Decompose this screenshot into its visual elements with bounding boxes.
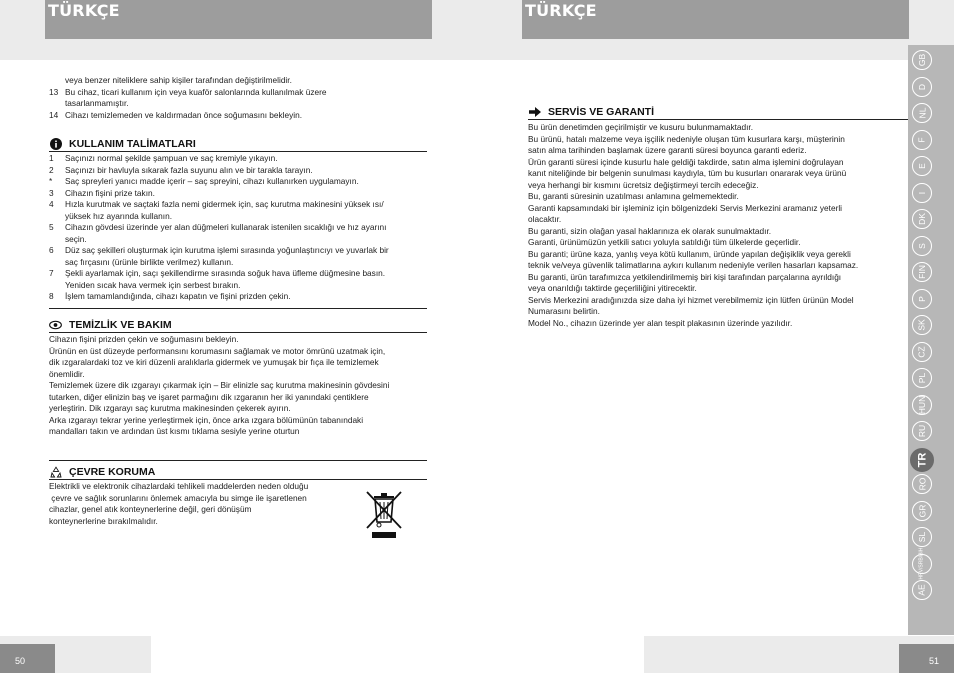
page-header-title: TÜRKÇE: [48, 1, 120, 20]
usage-list: [49, 153, 429, 303]
weee-crossed-bin-icon: [364, 490, 404, 540]
text-line: veya herhangi bir kısmını ücretsiz değiştirmeyi tercih edeceğiz.: [528, 179, 759, 190]
page-number: 51: [929, 656, 940, 666]
list-item-number: [49, 75, 65, 87]
right-page: [477, 0, 954, 673]
page-number-box: [0, 644, 55, 673]
list-item: [49, 176, 429, 188]
list-item: [49, 257, 429, 269]
text-line: Bu ürün denetimden geçirilmiştir ve kusuru bulunmamaktadır.: [528, 122, 754, 132]
language-tab-label: AE: [917, 584, 927, 596]
text-line: olacaktır.: [528, 214, 562, 224]
list-item-text: Cihazı temizlemeden ve kaldırmadan önce soğumasını bekleyin.: [65, 109, 303, 120]
list-item-text: Cihazın gövdesi üzerinde yer alan düğmeleri kullanarak istenilen sıcaklığı ve hız ayarını: [65, 222, 387, 232]
list-item-number: *: [49, 176, 53, 186]
list-item-text: seçin.: [65, 233, 87, 244]
cleaning-text: [49, 334, 431, 438]
eye-icon: [49, 318, 62, 331]
service-section-title: SERVİS VE GARANTİ: [548, 105, 654, 118]
text-line: cihazlar, genel atık konteynerlerine değil, geri dönüşüm: [49, 504, 252, 514]
list-item-text: Saçınızı bir havluyla sıkarak fazla suyunu alın ve bir tarakla tarayın.: [65, 164, 313, 175]
language-tab-sl[interactable]: [912, 527, 932, 547]
list-item-number: [49, 211, 65, 223]
page-header-title: TÜRKÇE: [525, 1, 597, 20]
list-item-number: 3: [49, 187, 54, 198]
list-item: [49, 75, 429, 87]
list-item: [49, 222, 429, 234]
list-item-number: 4: [49, 199, 54, 209]
language-tab-label: NL: [917, 107, 927, 119]
text-line: Ürünün en üst düzeyde performansını korumasını sağlamak ve motor ömrünü uzatmak için,: [49, 345, 386, 356]
text-line: Bu garanti, sizin olağan yasal haklarınıza ek olarak sunulmaktadır.: [528, 225, 772, 236]
section-divider: [49, 460, 427, 461]
text-line: önemlidir.: [49, 368, 85, 379]
language-tab-cz[interactable]: [912, 342, 932, 362]
language-tab-label: I: [917, 191, 927, 194]
environment-section-header: [49, 464, 427, 480]
list-item: [49, 188, 429, 200]
cleaning-section-title: TEMİZLİK VE BAKIM: [69, 318, 172, 331]
list-item: [49, 291, 429, 303]
text-line: kanıt niteliğinde bir belgenin sunulması kaydıyla, tüm bu kusurları onararak veya ürünü: [528, 168, 847, 178]
list-item: [49, 245, 429, 257]
text-line: yerleştirin. Dik ızgarayı saç kurutma makinesinden çekerek ayırın.: [49, 403, 291, 413]
text-line: Numarasını belirtin.: [528, 306, 600, 316]
language-tab-tr[interactable]: [910, 448, 934, 472]
list-item-text: Düz saç şekilleri oluşturmak için kurutma işlemi sırasında yoğunlaştırıcıyı ve yuvarlak bir: [65, 245, 389, 255]
list-item: [49, 98, 429, 110]
language-tab-label: RU: [917, 424, 927, 438]
list-item-text: veya benzer niteliklere sahip kişiler tarafından değiştirilmelidir.: [65, 75, 292, 85]
language-tab-d[interactable]: [912, 77, 932, 97]
text-line: satın alma tarihinden başlamak üzere garanti süresi boyunca garanti ederiz.: [528, 145, 807, 155]
language-tab-label: SL: [917, 531, 927, 543]
list-item-text: Cihazın fişini prize takın.: [65, 187, 155, 198]
language-tab-label: S: [916, 242, 927, 249]
language-tab-s[interactable]: [912, 236, 932, 256]
list-item-number: 5: [49, 222, 54, 232]
usage-section-title: KULLANIM TALİMATLARI: [69, 137, 196, 150]
language-tab-label: HRV/SRB/BIH: [918, 547, 925, 580]
list-item-number: 13: [49, 86, 59, 97]
text-line: tutarken, diğer elinizin baş ve işaret parmağını dik ızgaranın her iki yanındaki çentiklere: [49, 391, 369, 402]
language-tab-gr[interactable]: [912, 501, 932, 521]
text-line: Bu garanti, ürün tarafımızca yetkilendirilmemiş biri kişi tarafından parçalarına ayrıldığı: [528, 271, 842, 282]
language-tab-i[interactable]: [912, 183, 932, 203]
list-item-number: 8: [49, 291, 54, 301]
list-item-number: [49, 98, 65, 110]
usage-section-header: [49, 136, 427, 152]
list-item-text: Bu cihaz, ticari kullanım için veya kuaför salonlarında kullanılmak üzere: [65, 86, 327, 97]
text-line: Ürün garanti süresi içinde kusurlu hale geldiği takdirde, satın alma işlemini doğrulayan: [528, 156, 844, 167]
language-tab-fin[interactable]: [912, 262, 932, 282]
text-line: Garanti, ürünümüzün yetkili satıcı yoluyla satıldığı tüm ülkelerde geçerlidir.: [528, 237, 801, 247]
text-line: Servis Merkezini aradığınızda size daha iyi hizmet verebilmemiz için lütfen ürünün Model: [528, 294, 854, 305]
language-tab-label: FIN: [916, 265, 927, 279]
language-tab-ae[interactable]: [912, 580, 932, 600]
list-item-text: Şekli ayarlamak için, saçı şekillendirme sırasında soğuk hava üfleme düğmesine basın.: [65, 268, 386, 278]
text-line: Elektrikli ve elektronik cihazlardaki tehlikeli maddelerden neden olduğu: [49, 481, 309, 491]
list-item-number: [49, 234, 65, 246]
list-item-text: saç fırçasını (ürünle birlikte verilmez) kullanın.: [65, 256, 234, 267]
list-item: [49, 153, 429, 165]
list-item: [49, 268, 429, 280]
language-tab-label: TR: [915, 452, 928, 467]
text-line: konteynerlerine bırakılmalıdır.: [49, 515, 158, 526]
language-tab-ru[interactable]: [912, 421, 932, 441]
text-line: Cihazın fişini prizden çekin ve soğumasını bekleyin.: [49, 334, 239, 344]
language-tab-f[interactable]: [912, 130, 932, 150]
text-line: Temizlemek üzere dik ızgarayı çıkarmak için – Bir elinizle saç kurutma makinesinin gövdesini: [49, 380, 390, 390]
language-tab-p[interactable]: [912, 289, 932, 309]
text-line: Bu garanti; ürüne kaza, yanlış veya kötü kullanım, üründe yapılan değişiklik veya gerekli: [528, 248, 851, 259]
language-tab-label: RO: [917, 477, 927, 491]
list-item-text: Saçınızı normal şekilde şampuan ve saç kremiyle yıkayın.: [65, 153, 278, 163]
section-divider: [49, 308, 427, 309]
language-tab-label: E: [916, 163, 927, 169]
language-tab-label: F: [916, 136, 927, 143]
list-item-number: 14: [49, 109, 59, 120]
list-item: [49, 211, 429, 223]
language-tab-nl[interactable]: [912, 103, 932, 123]
page-number: 50: [15, 656, 26, 666]
list-item-text: tasarlanmamıştır.: [65, 98, 129, 108]
text-line: çevre ve sağlık sorunlarını önlemek amacıyla bu simge ile işaretlenen: [49, 492, 307, 503]
language-tab-dk[interactable]: [912, 209, 932, 229]
language-tab-label: CZ: [917, 345, 927, 358]
text-line: Model No., cihazın üzerinde yer alan tespit plakasının üzerinde yazılıdır.: [528, 317, 793, 328]
list-item-number: 6: [49, 245, 54, 255]
intro-list: [49, 75, 429, 121]
language-tab-gb[interactable]: [912, 50, 932, 70]
text-line: Bu, garanti süresinin uzatılması anlamına gelmemektedir.: [528, 191, 739, 201]
text-line: mandalları takın ve ardından üst kısmı tıklama sesiyle yerine oturtun: [49, 426, 300, 436]
language-tab-e[interactable]: [912, 156, 932, 176]
list-item: [49, 280, 429, 292]
language-tab-label: GR: [917, 504, 927, 517]
language-tab-label: GB: [917, 53, 927, 67]
list-item-number: 7: [49, 268, 54, 278]
text-line: Bu ürünü, hatalı malzeme veya işçilik nedeniyle oluşan tüm kusurlara karşı, müşterinin: [528, 133, 845, 144]
service-text: [528, 122, 908, 329]
page-number-box: [899, 644, 954, 673]
page-header: [522, 0, 909, 39]
list-item-text: Hızla kurutmak ve saçtaki fazla nemi gidermek için, saç kurutma makinesini yüksek ısı/: [65, 199, 384, 209]
text-line: veya onarıldığı taktirde geçerliliğini yitirecektir.: [528, 283, 697, 293]
language-tab-label: P: [916, 295, 927, 302]
text-line: Arka ızgarayı tekrar yerine yerleştirmek için, önce arka ızgara bölümünün tabanındaki: [49, 414, 364, 425]
text-line: Garanti kapsamındaki bir işleminiz için bölgenizdeki Servis Merkezini aramanız yeterli: [528, 202, 843, 213]
list-item-text: İşlem tamamlandığında, cihazı kapatın ve fişini prizden çekin.: [65, 291, 291, 301]
list-item: [49, 110, 429, 122]
environment-section-title: ÇEVRE KORUMA: [69, 465, 156, 478]
language-tab-label: PL: [917, 372, 927, 384]
language-tab-label: SK: [917, 319, 927, 331]
text-line: dik ızgaralardaki toz ve kiri düzenli aralıklarla gidermek ve yumuşak bir fıça ile temizlemek: [49, 357, 379, 367]
text-line: teknik ve/veya güvenlik talimatlarına aykırı kullanım nedeniyle verilen hasarları kapsamaz.: [528, 260, 859, 270]
service-section-header: [528, 104, 908, 120]
recycle-icon: [49, 465, 62, 478]
language-tab-pl[interactable]: [912, 368, 932, 388]
environment-text: [49, 481, 349, 527]
language-tab-label: HUN: [917, 395, 928, 414]
cleaning-section-header: [49, 317, 427, 333]
list-item: [49, 234, 429, 246]
list-item: [49, 87, 429, 99]
language-tab-hun[interactable]: [912, 395, 932, 415]
list-item: [49, 199, 429, 211]
list-item-number: 1: [49, 153, 54, 163]
list-item-text: yüksek hız ayarında kullanın.: [65, 210, 172, 221]
list-item-text: Saç spreyleri yanıcı madde içerir – saç spreyini, cihazı kullanırken uygulamayın.: [65, 176, 359, 186]
language-tab-label: D: [916, 83, 927, 90]
language-tab-ro[interactable]: [912, 474, 932, 494]
language-tab-bar: [908, 45, 954, 635]
language-tab-label: DK: [917, 213, 927, 225]
language-tab-sk[interactable]: [912, 315, 932, 335]
list-item: [49, 165, 429, 177]
language-tab-hrv-srb-bih[interactable]: [912, 547, 932, 580]
info-icon: [49, 137, 62, 150]
list-item-text: Yeniden sıcak hava vermek için serbest bırakın.: [65, 279, 241, 290]
page-header: [45, 0, 432, 39]
arrow-right-icon: [528, 105, 541, 118]
list-item-number: [49, 257, 65, 269]
list-item-number: [49, 280, 65, 292]
list-item-number: 2: [49, 164, 54, 175]
